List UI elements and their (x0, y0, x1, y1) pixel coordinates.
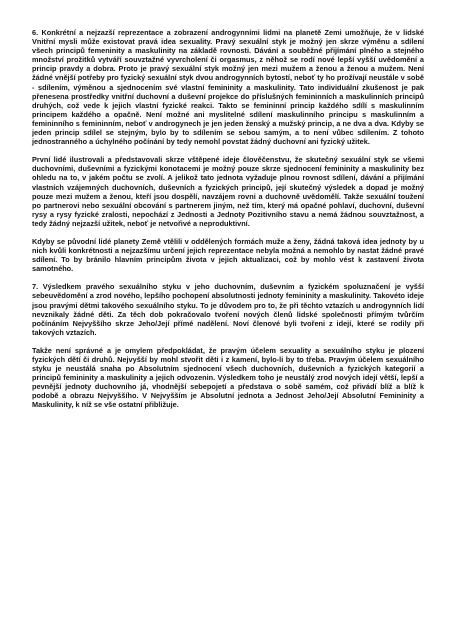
paragraph-first-people: První lidé ilustrovali a představovali skrze vštěpené ideje člověčenstvu, že skutečný sexuální styk se všemi duchovními, duševními a fyzickými konotacemi je možný pouze skrze sjednocení femininity a maskulinity bez ohledu na to, v jakém počtu se zvolí. A jelikož tato jednota vyžaduje plnou rovnost sdílení, dávání a přijímání vlastních vzájemných duchovních, duševních a fyzických principů, její skutečný výsledek a dopad je možný pouze mezi mužem a ženou, kteří jsou dospělí, navzájem rovni a duchovně uvědomělí. Takže sexuální toužení po partnerovi nebo sexuální obcování s partnerem jiným, než tím, který má opačné pohlaví, duchovní, duševní rysy a rysy fyzické zralosti, nepochází z Jednosti a Jednoty Pozitivního stavu a nemá žádnou souvztažnost, a tedy žádný nejzazší užitek, neboť je netvořivé a neproduktivní. (32, 155, 424, 228)
paragraph-6: 6. Konkrétní a nejzazší reprezentace a zobrazení androgynními lidmi na planetě Zemi umožňuje, že v lidské Vnitřní mysli může existovat pravá idea sexuality. Pravý sexuální styk je možný jen skrze výměnu a sdílení všech principů femeninity a maskulinity na základě rovnosti. Dávání a souběžné přijímání plného a stejného množství prožitků vytváří souvztažné vyvrcholení či orgasmus, z něhož se rodí nové lepší vyšší uvědomění a princip pravdy a dobra. Proto je pravý sexuální styk možný jen mezi mužem a ženou a ženou a mužem. Není žádné vnější potřeby pro fyzický sexuální styk dvou androgynních bytostí, neboť ty ho prožívají neustále v sobě - sdílením, výměnou a sjednocením své vlastní femininity a maskulinity. Tato individuální zkušenost je pak přenesena prostředky vnitřní duchovní a duševní projekce do příslušných femininních a maskulinních principů druhých, což vede k jejich vlastní fyzické reakci. Takto se femininní princip každého sdílí s maskulinním principem každého a opačně. Není možné ani myslitelné sdílení maskulinního principu s maskulinním a femininního s femininním, neboť v androgynech je jen jeden ženský a mužský princip, a ne dva a dva. Kdyby se jeden princip sdílel se stejným, bylo by to sdílením se sebou samým, a to není vůbec sdílením. Z tohoto jednostranného a úchylného počínání by tedy nemohl povstat žádný duchovní ani fyzický užitek. (32, 28, 424, 147)
paragraph-purpose: Takže není správné a je omylem předpokládat, že pravým účelem sexuality a sexuálního styku je plození fyzických dětí či druhů. Nejvyšší by mohl stvořit děti i z kamení, bylo-li by to třeba. Pravým účelem sexuálního styku je neustálá snaha po Absolutním sjednocení všech duchovních, duševních a fyzických kategorií a principů femininity a maskulinity a jejich odvozenin. Výsledkem toho je neustálý zrod nových idejí větší, lepší a pevnější jednoty duchovního já, vhodnější sebepojetí a představa o sobě samém, což přivádí blíž a blíž k podobě a obrazu Nejvyššího. V Nejvyšším je Absolutní jednota a Jednost Jeho/Její Absolutní Femininity a Maskulinity, k níž se vše ostatní přibližuje. (32, 345, 424, 410)
document-page (32, 28, 424, 419)
paragraph-7: 7. Výsledkem pravého sexuálního styku v jeho duchovním, duševním a fyzickém spoluznačení je vyšší sebeuvědomění a zrod nového, lepšího pochopení absolutnosti jednoty femininity a maskulinity. Takovéto ideje jsou pravými dětmi takového sexuálního styku. To je důvodem pro to, že při těchto vztazích u androgynních lidí nevznikaly žádné děti. Za těch dob pokračovalo tvoření nových členů lidské společnosti přímým tvůrčím počínáním Nejvyššího skrze Jeho/Její přímé nadělení. Noví členové byli tvořeni z idejí, které se rodily při takových vztazích. (32, 282, 424, 337)
paragraph-original-people: Kdyby se původní lidé planety Země vtělili v oddělených formách muže a ženy, žádná taková idea jednoty by u nich kvůli konkrétnosti a nejzazšímu určení jejich reprezentace nebyla možná a nemohlo by nastat žádné pravé sdílení. To by bránilo hlavním principům života v jejich aktualizaci, což by mohlo vést k zastavení života samotného. (32, 236, 424, 274)
